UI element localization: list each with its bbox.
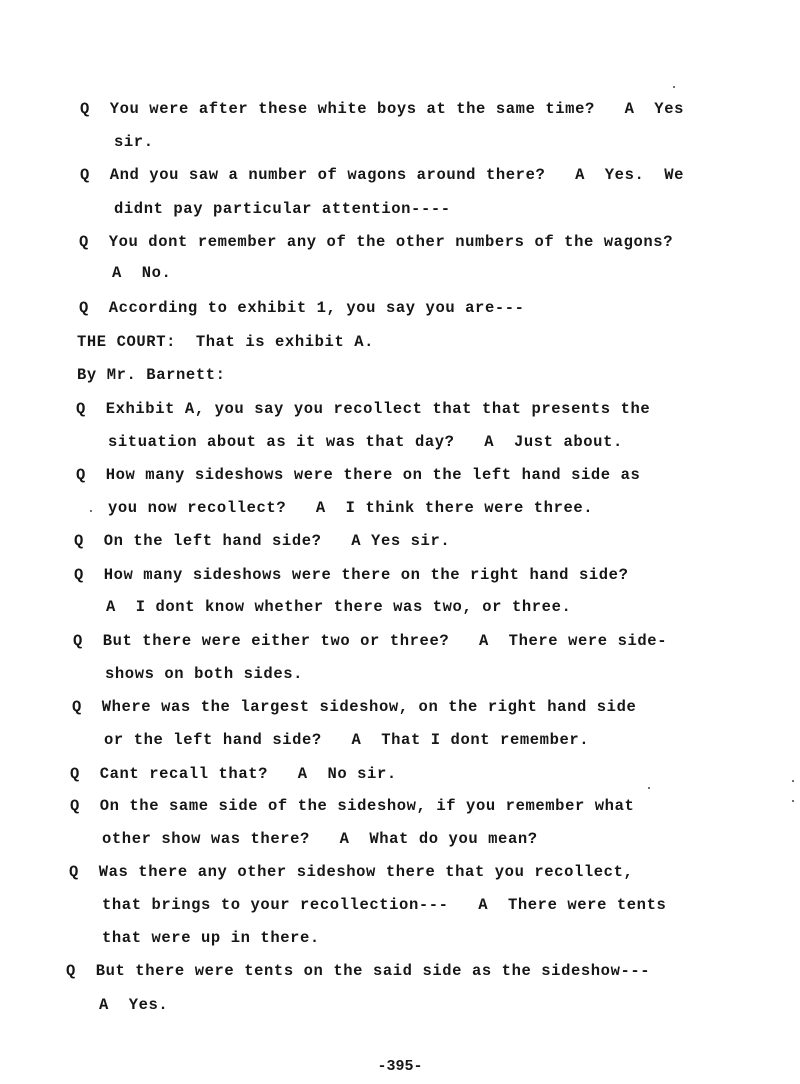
scan-speck	[90, 510, 92, 512]
court-statement: THE COURT: That is exhibit A.	[77, 333, 375, 351]
transcript-line: Q How many sideshows were there on the left hand side as	[76, 466, 641, 484]
transcript-line: sir.	[114, 133, 154, 151]
transcript-line: that were up in there.	[102, 929, 320, 947]
transcript-line: Q Was there any other sideshow there that you recollect,	[69, 863, 634, 881]
scan-speck	[792, 800, 794, 802]
transcript-line: Q Cant recall that? A No sir.	[70, 765, 397, 783]
scan-speck	[792, 780, 794, 782]
transcript-line: or the left hand side? A That I dont remember.	[104, 731, 590, 749]
transcript-line: Q Where was the largest sideshow, on the right hand side	[72, 698, 637, 716]
transcript-line: didnt pay particular attention----	[114, 200, 451, 218]
transcript-line: Q But there were tents on the said side as the sideshow---	[66, 962, 651, 980]
transcript-line: Q But there were either two or three? A There were side-	[73, 632, 668, 650]
transcript-line: Q How many sideshows were there on the right hand side?	[74, 566, 629, 584]
transcript-line: A Yes.	[99, 996, 169, 1014]
page-number: -395-	[377, 1058, 423, 1075]
examiner-heading: By Mr. Barnett:	[77, 366, 226, 384]
transcript-line: that brings to your recollection--- A There were tents	[102, 896, 667, 914]
transcript-line: Q According to exhibit 1, you say you are---	[79, 299, 525, 317]
transcript-line: Q On the same side of the sideshow, if you remember what	[70, 797, 635, 815]
transcript-line: Q You were after these white boys at the same time? A Yes	[80, 100, 684, 118]
transcript-line: Q On the left hand side? A Yes sir.	[74, 532, 451, 550]
transcript-line: A No.	[112, 264, 172, 282]
transcript-line: A I dont know whether there was two, or three.	[106, 598, 572, 616]
transcript-line: situation about as it was that day? A Just about.	[108, 433, 623, 451]
transcript-line: you now recollect? A I think there were three.	[108, 499, 594, 517]
transcript-line: Q You dont remember any of the other numbers of the wagons?	[79, 233, 674, 251]
transcript-line: shows on both sides.	[105, 665, 304, 683]
transcript-line: Q Exhibit A, you say you recollect that that presents the	[76, 400, 651, 418]
scan-speck	[673, 86, 675, 88]
transcript-line: other show was there? A What do you mean?	[102, 830, 538, 848]
transcript-line: Q And you saw a number of wagons around there? A Yes. We	[80, 166, 684, 184]
scan-speck	[648, 787, 650, 789]
